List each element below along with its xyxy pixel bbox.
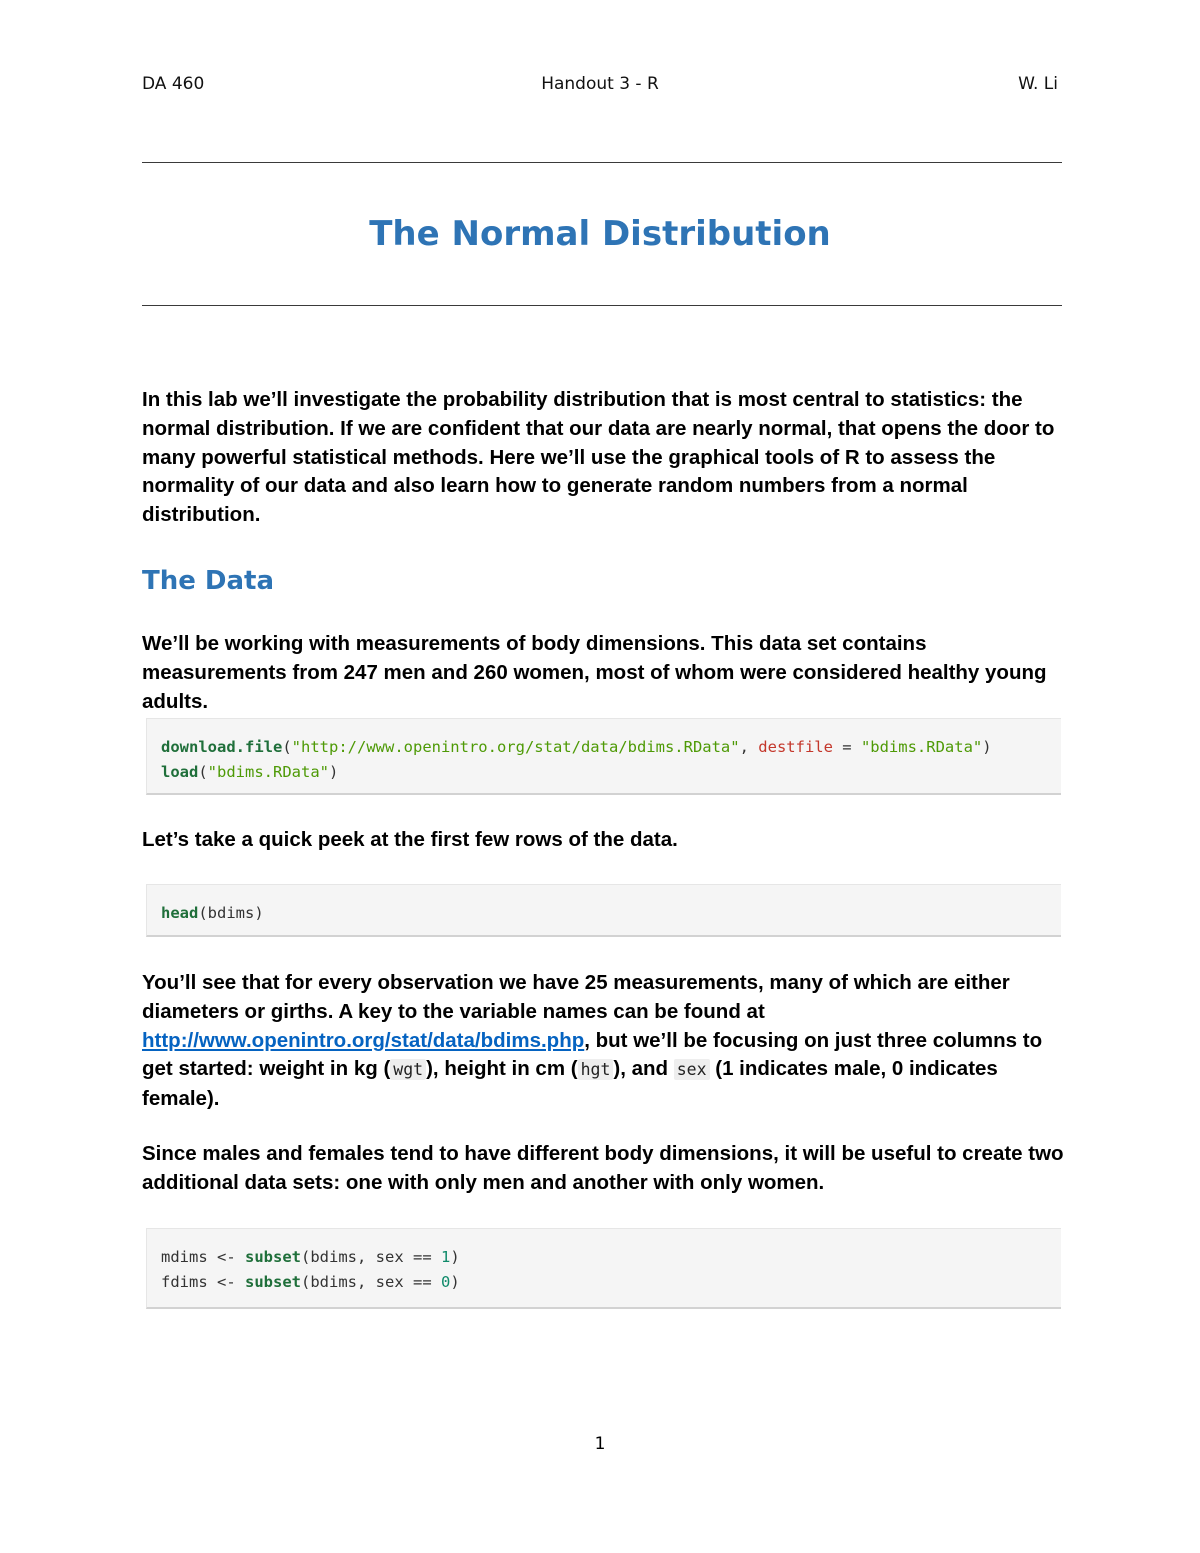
title-rule-bottom [142, 305, 1062, 306]
code-variable: mdims <- [161, 1248, 245, 1266]
page-number: 1 [594, 1434, 606, 1454]
text-run: You’ll see that for every observation we have 25 measurements, many of which are either diameters or girths. A key to the variable names can be found at [142, 971, 1010, 1023]
bdims-key-link[interactable]: http://www.openintro.org/stat/data/bdims.php [142, 1028, 585, 1052]
code-function: subset [245, 1273, 301, 1291]
header-course: DA 460 [142, 74, 205, 94]
code-string: "http://www.openintro.org/stat/data/bdims.RData" [291, 738, 740, 756]
text-run: (1 indicates male, 0 indicates female). [142, 1057, 998, 1111]
inline-code-sex: sex [674, 1059, 710, 1080]
text-run: ), height in cm ( [426, 1057, 578, 1081]
code-args: (bdims, sex == [301, 1273, 441, 1291]
title-rule-top [142, 162, 1062, 163]
code-punct: ) [329, 763, 339, 781]
intro-paragraph: In this lab we’ll investigate the probability distribution that is most central to statistics: the normal distribution. If we are confident that our data are nearly normal, that opens the door to many powerful statistical methods. Here we’ll use the graphical tools of R to assess the normality of our data and also learn how to generate random numbers from a normal distribution. [142, 388, 1055, 527]
code-block-download [146, 718, 1061, 795]
text-run: ), and [613, 1057, 674, 1081]
code-line [161, 738, 992, 756]
code-args: (bdims, sex == [301, 1248, 441, 1266]
header-author: W. Li [1018, 74, 1058, 94]
code-string: "bdims.RData" [207, 763, 329, 781]
data-description-paragraph: We’ll be working with measurements of body dimensions. This data set contains measurements from 247 men and 260 women, most of whom were considered healthy young adults. [142, 632, 1047, 713]
code-variable: fdims <- [161, 1273, 245, 1291]
code-block-subset [146, 1228, 1061, 1309]
code-number: 0 [440, 1273, 451, 1291]
code-line [161, 1273, 460, 1291]
inline-code-hgt: hgt [578, 1059, 614, 1080]
header-handout: Handout 3 - R [541, 74, 659, 94]
code-args: (bdims) [198, 904, 264, 922]
code-function: download.file [161, 738, 283, 756]
code-punct: ( [198, 763, 208, 781]
code-punct: ( [282, 738, 292, 756]
code-function: head [161, 904, 199, 922]
code-punct: ) [450, 1273, 460, 1291]
text-run: , but we’ll be focusing on just three columns to get started: weight in kg ( [142, 1028, 1043, 1081]
code-argument: destfile [758, 738, 833, 756]
code-string: "bdims.RData" [860, 738, 983, 756]
subset-paragraph: Since males and females tend to have different body dimensions, it will be useful to create two additional data sets: one with only men and another with only women. [142, 1142, 1064, 1194]
code-punct: ) [982, 738, 992, 756]
inline-code-wgt: wgt [390, 1059, 426, 1080]
code-punct: , [739, 738, 759, 756]
code-line [161, 1248, 460, 1266]
section-heading-data: The Data [142, 566, 275, 596]
code-punct: ) [450, 1248, 460, 1266]
code-function: load [161, 763, 199, 781]
code-function: subset [245, 1248, 301, 1266]
variables-paragraph [142, 969, 1067, 1114]
code-number: 1 [440, 1248, 451, 1266]
code-block-head [146, 884, 1061, 937]
code-operator: = [832, 738, 861, 756]
page-title: The Normal Distribution [369, 214, 831, 254]
code-line [161, 763, 338, 781]
peek-paragraph: Let’s take a quick peek at the first few rows of the data. [142, 828, 678, 851]
